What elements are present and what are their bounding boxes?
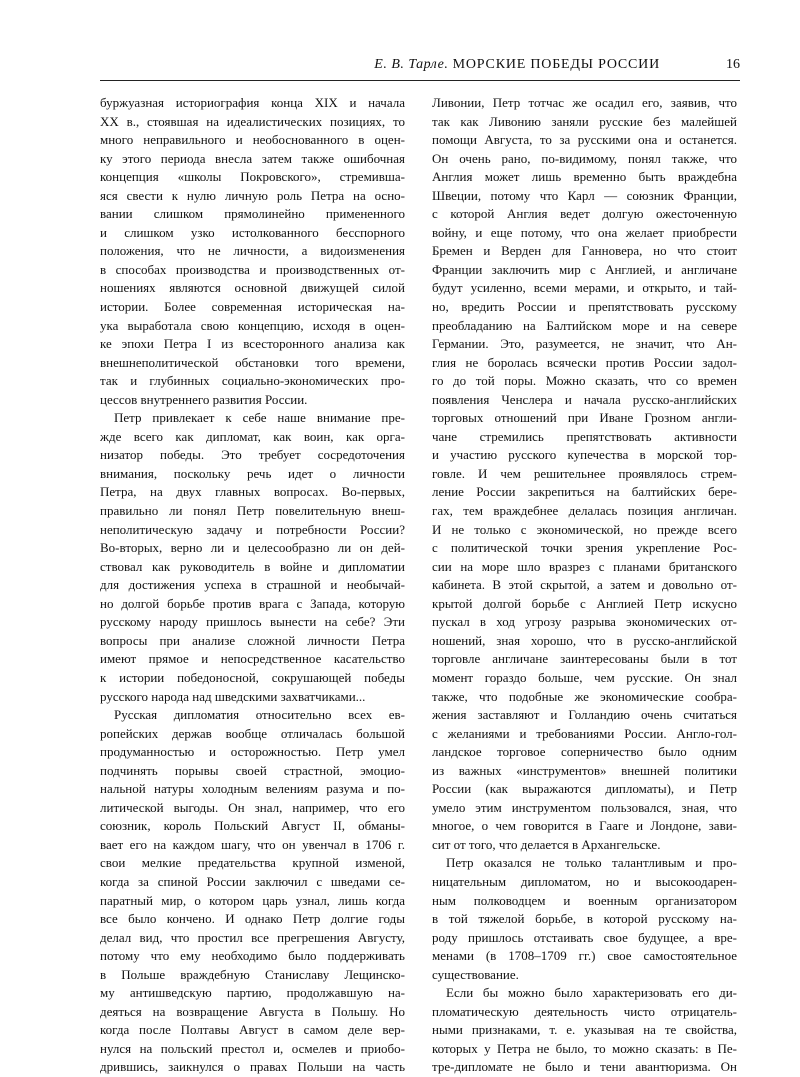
text-line: Во-вторых, верно ли и целесообразно ли он дей-	[100, 540, 405, 556]
text-line: истории. Более современная историческая на-	[100, 299, 405, 315]
text-line: XX в., стоявшая на идеалистических позициях, то	[100, 113, 405, 129]
text-line: ствовал как руководитель в войне и дипломатии	[100, 558, 405, 574]
text-line: но, вредить России и препятствовать русскому	[432, 299, 737, 315]
text-line: Бремен и Верден для Ганновера, но что стоит	[432, 243, 737, 259]
text-line: жения заставляют и Голландию очень считаться	[432, 707, 737, 723]
text-line: концепция «школы Покровского», стремивша-	[100, 169, 405, 185]
text-line: в той тяжелой борьбе, в которой русскому на-	[432, 911, 737, 927]
text-line: много неправильного и необоснованного в оцен-	[100, 132, 405, 148]
text-line: русского народа над шведскими захватчиками...	[100, 688, 366, 704]
text-line: гах, тем враждебнее делалась позиция англичан.	[432, 503, 737, 519]
text-line: так и глубинных социально-экономических про-	[100, 373, 405, 389]
text-line: ношениях являются основной движущей силой	[100, 280, 405, 296]
text-line: подчинять порывы своей страстной, эмоцио-	[100, 762, 405, 778]
text-line: момент гораздо больше, чем русские. Он знал	[432, 669, 737, 685]
text-line: с политической точки зрения укрепление Рос-	[432, 540, 737, 556]
text-line: внимания, поскольку речь идет о личности	[100, 465, 405, 481]
text-line: паратный мир, о котором царь узнал, лишь когда	[100, 892, 405, 908]
page-number: 16	[726, 57, 740, 72]
text-line: Русская дипломатия относительно всех ев-	[114, 707, 405, 723]
text-line: ление России закрепиться на балтийских бере-	[432, 484, 737, 500]
text-line: и участию русского купечества в морской тор-	[432, 447, 737, 463]
text-line: тре-дипломате не было и тени авантюризма. Он	[432, 1059, 737, 1075]
left-text-column	[100, 94, 405, 1077]
text-line: имеют прямое и непосредственное касательство	[100, 651, 405, 667]
text-line: свои мелкие предательства крупной изменой,	[100, 855, 405, 871]
text-line: чане стремились препятствовать активности	[432, 428, 737, 444]
text-line: так как Ливонию заняли русские без малейшей	[432, 113, 737, 129]
text-line: многое, о чем говорится в Гааге и Лондоне, зави-	[432, 818, 737, 834]
text-line: из важных «инструментов» внешней политики	[432, 762, 737, 778]
text-line: существование.	[432, 966, 519, 982]
text-line: когда за спиной России заключил с шведами се-	[100, 873, 405, 889]
text-line: с которой Англия ведет долгую ожесточенную	[432, 206, 737, 222]
text-line: помощи Августа, то за русскими она и останется.	[432, 132, 737, 148]
text-line: внешнеполитической обстановки того времени,	[100, 354, 405, 370]
text-line: но долгой борьбе против врага с Запада, которую	[100, 595, 405, 611]
text-line: ницательным дипломатом, но и высокоодарен-	[432, 873, 737, 889]
text-line: яся свести к нулю личную роль Петра на осно-	[100, 187, 405, 203]
header-author: Е. В. Тарле.	[374, 57, 449, 72]
text-line: вании слишком прямолинейно примененного	[100, 206, 405, 222]
text-line: Швеции, потому что Карл — союзник Франции,	[432, 187, 737, 203]
text-line: появления Ченслера и начала русско-английских	[432, 391, 737, 407]
text-line: цессов внутреннего развития России.	[100, 391, 308, 407]
text-line: вопросы при анализе сложной личности Петра	[100, 632, 405, 648]
text-line: войну, и еще потому, что она желает приобрести	[432, 224, 737, 240]
text-line: деяться на возвращение Августа в Польшу. Но	[100, 1003, 405, 1019]
text-line: умело этим инструментом пользовался, зная, что	[432, 799, 737, 815]
text-line: когда после Полтавы Август в самом деле вер-	[100, 1022, 405, 1038]
text-line: кабинета. В этой скрытой, а затем и довольно от-	[432, 577, 737, 593]
text-line: дрившись, заикнулся о правах Польши на часть	[100, 1059, 405, 1075]
text-line: нальной натуры холодным велениям разума и по-	[100, 781, 405, 797]
text-line: пускал в ход угрозу разрыва экономических от-	[432, 614, 737, 630]
text-line: роду пришлось отстаивать свое будущее, а вре-	[432, 929, 737, 945]
text-line: крытой долгой борьбе с Англией Петр искусно	[432, 595, 737, 611]
text-line: русскому народу пришлось вынести на себе? Эти	[100, 614, 405, 630]
text-line: пломатическую деятельность чисто отрицатель-	[432, 1003, 737, 1019]
text-line: в Польше враждебную Станиславу Лещинско-	[100, 966, 405, 982]
text-line: жде всего как дипломат, как воин, как орга-	[100, 428, 405, 444]
text-line: ношений, зная хорошо, что в русско-английской	[432, 632, 737, 648]
text-line: ропейских держав вообще отличалась большой	[100, 725, 405, 741]
text-line: торговых отношений при Иване Грозном англи-	[432, 410, 737, 426]
text-line: ным полководцем и военным организатором	[432, 892, 737, 908]
text-line: ландское торговое соперничество было одним	[432, 744, 737, 760]
text-line: Петр оказался не только талантливым и про-	[446, 855, 737, 871]
text-line: сии на море шло вразрез с планами британского	[432, 558, 737, 574]
text-line: буржуазная историография конца XIX и начала	[100, 95, 405, 110]
text-line: ку этого периода внесла затем также ошибочная	[100, 150, 405, 166]
text-line: которых у Петра не было, то можно сказать: в Пе-	[432, 1040, 737, 1056]
running-header	[100, 56, 740, 78]
text-line: также, что подобные же экономические сообра-	[432, 688, 737, 704]
text-line: в способах производства и производственных от-	[100, 261, 405, 277]
text-line: глия не боролась всячески против России задол-	[432, 354, 737, 370]
text-line: Англия может лишь временно быть враждебна	[432, 169, 737, 185]
text-line: неполитическую задачу и потребности России?	[100, 521, 405, 537]
text-line: ке эпохи Петра I из всесторонного анализа как	[100, 336, 405, 352]
text-line: ука выработала свою концепцию, исходя в оцен-	[100, 317, 405, 333]
right-text-column	[432, 94, 737, 1077]
text-line: вает его на каждом шагу, что он увенчал в 1706 г.	[100, 836, 405, 852]
text-line: все было кончено. И однако Петр долгие годы	[100, 911, 405, 927]
text-line: сит от того, что делается в Архангельске.	[432, 836, 661, 852]
text-line: ными признаками, т. е. указывая на те свойства,	[432, 1022, 737, 1038]
text-line: с желаниями и требованиями России. Англо-гол-	[432, 725, 737, 741]
text-line: России (как выражаются дипломаты), и Петр	[432, 781, 737, 797]
text-line: будут усиленно, всеми мерами, и открыто, и тай-	[432, 280, 737, 296]
text-line: делал вид, что простил все прегрешения Августу,	[100, 929, 405, 945]
text-line: и слишком узко истолкованного бесспорного	[100, 224, 405, 240]
text-line: низатор победы. Это требует сосредоточения	[100, 447, 405, 463]
text-line: И не только с экономической, но прежде всего	[432, 521, 737, 537]
text-line: Петр привлекает к себе наше внимание пре-	[114, 410, 405, 426]
text-line: говле. И чем решительнее проявлялось стрем-	[432, 465, 737, 481]
header-rule	[100, 80, 740, 81]
text-line: продуманностью и осторожностью. Петр умел	[100, 744, 405, 760]
text-line: правильно ли понял Петр повелительную внеш-	[100, 503, 405, 519]
text-line: потому что ему необходимо было поддерживать	[100, 948, 405, 964]
text-line: преобладанию на Балтийском море и на севере	[432, 317, 737, 333]
text-line: Германии. Это, разумеется, не значит, что Ан-	[432, 336, 737, 352]
text-line: союзник, король Польский Август II, обманы-	[100, 818, 405, 834]
text-line: Он очень рано, по-видимому, понял также, что	[432, 150, 737, 166]
text-line: нулся на польский престол и, осмелев и приобо-	[100, 1040, 405, 1056]
text-line: для достижения успеха в страшной и необычай-	[100, 577, 405, 593]
running-title	[100, 57, 660, 73]
text-line: положения, что не личности, а видоизменения	[100, 243, 405, 259]
text-line: литической выгоды. Он знал, например, что его	[100, 799, 405, 815]
text-line: го до той поры. Можно сказать, что со времен	[432, 373, 737, 389]
header-book-title: МОРСКИЕ ПОБЕДЫ РОССИИ	[452, 57, 660, 72]
text-line: Петра, на двух главных вопросах. Во-первых,	[100, 484, 405, 500]
text-line: Если бы можно было характеризовать его ди-	[446, 985, 737, 1001]
text-line: менами (в 1708–1709 гг.) свое самостоятельное	[432, 948, 737, 964]
text-line: Франции заключить мир с Англией, и англичане	[432, 261, 737, 277]
text-line: торговле англичане заинтересованы были в тот	[432, 651, 737, 667]
text-line: Ливонии, Петр тотчас же осадил его, заявив, что	[432, 95, 737, 110]
text-line: к истории победоносной, сокрушающей победы	[100, 669, 405, 685]
text-line: му антишведскую партию, продолжавшую на-	[100, 985, 405, 1001]
